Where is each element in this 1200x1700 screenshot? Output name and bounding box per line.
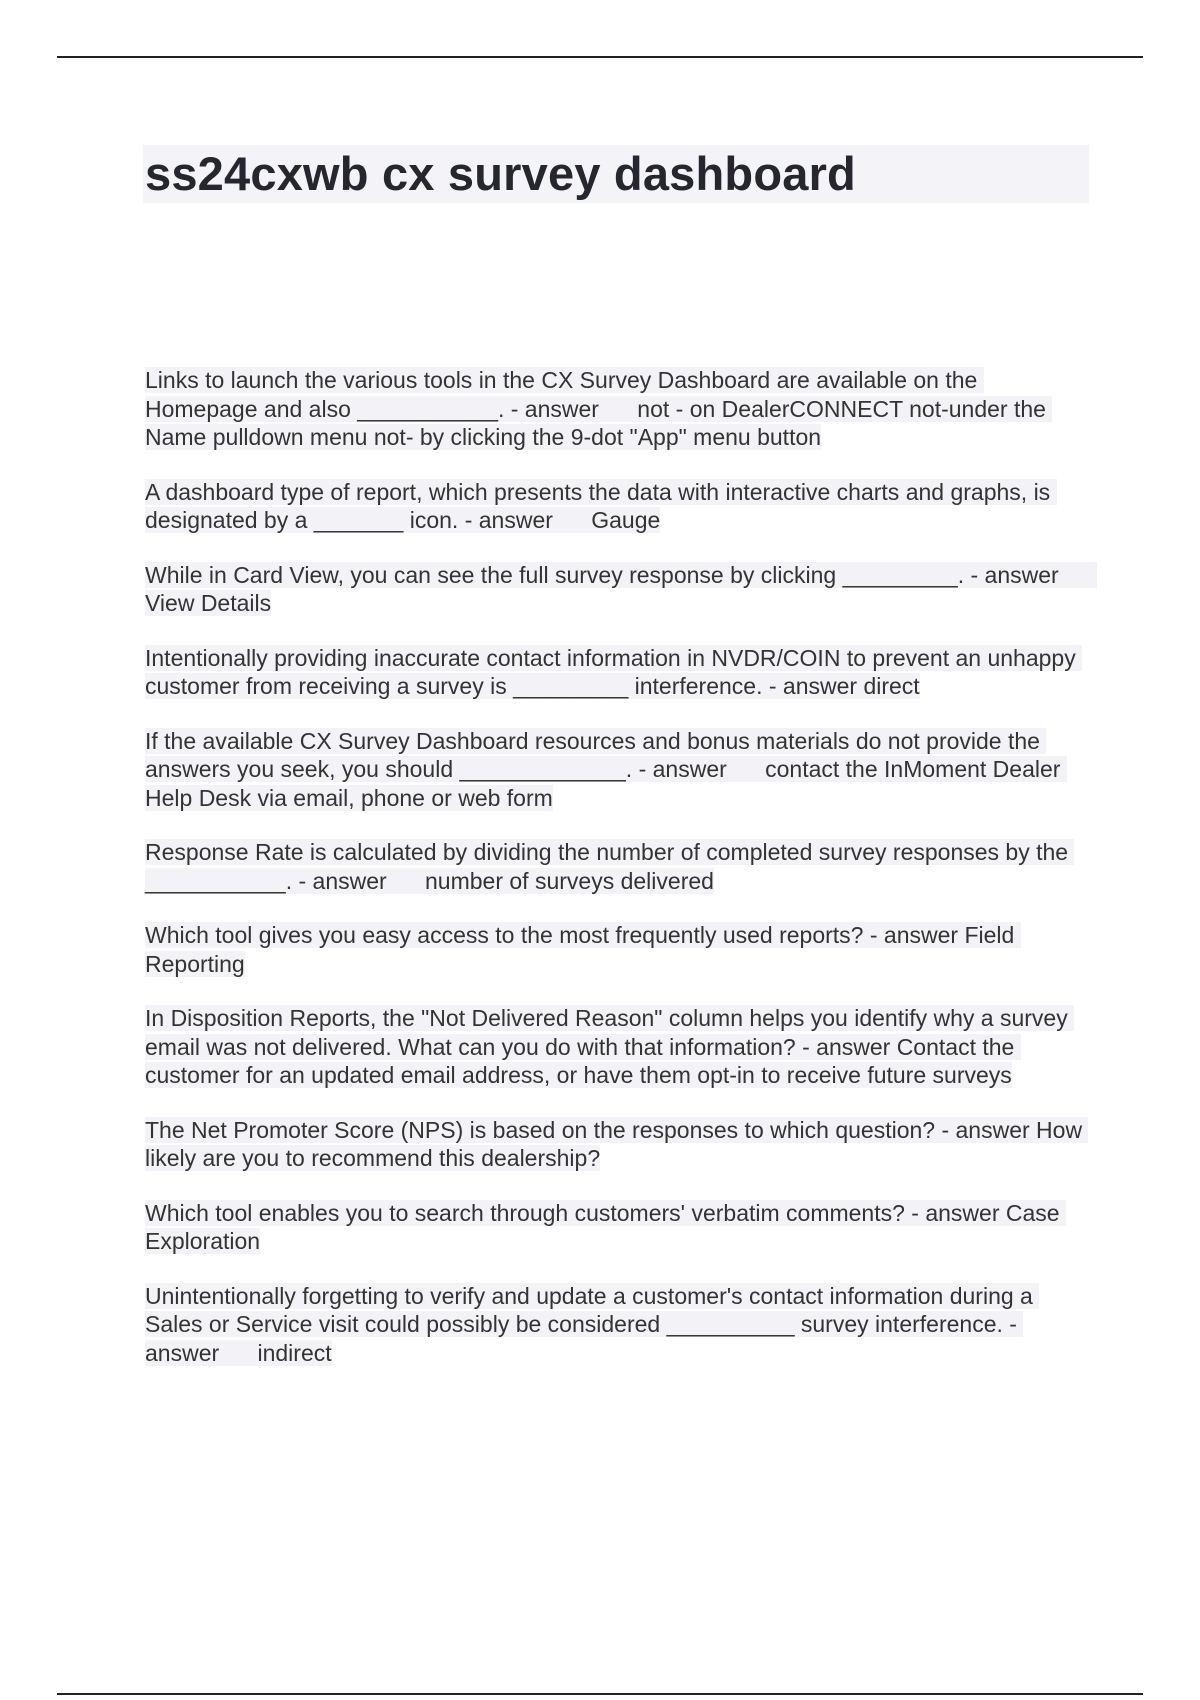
qa-item [145, 561, 1098, 618]
qa-item [145, 1004, 1095, 1090]
qa-text: The Net Promoter Score (NPS) is based on the responses to which question? - answer How likely are you to recommend this dealership? [145, 1116, 1089, 1171]
page-title: ss24cxwb cx survey dashboard [145, 147, 856, 200]
qa-item [145, 1199, 1095, 1256]
qa-text: If the available CX Survey Dashboard resources and bonus materials do not provide the answers you seek, you should _____________. - answer contact the InMoment Dealer Help Desk via email, phone or web form [145, 727, 1067, 811]
qa-text: While in Card View, you can see the full survey response by clicking _________. - answer View Details [145, 561, 1098, 616]
qa-text: Intentionally providing inaccurate contact information in NVDR/COIN to prevent an unhappy customer from receiving a survey is _________ interference. - answer direct [145, 644, 1083, 699]
qa-text: In Disposition Reports, the "Not Delivered Reason" column helps you identify why a survey email was not delivered. What can you do with that information? - answer Contact the customer for an updated email address, or have them opt-in to receive future surveys [145, 1005, 1075, 1088]
qa-item [145, 838, 1095, 895]
bottom-divider [57, 1693, 1143, 1695]
top-divider [57, 56, 1143, 58]
qa-item [145, 478, 1095, 535]
qa-text: A dashboard type of report, which presents the data with interactive charts and graphs, is designated by a _______ icon. - answer Gauge [145, 478, 1057, 533]
qa-text: Which tool enables you to search through customers' verbatim comments? - answer Case Exploration [145, 1199, 1066, 1254]
qa-item [145, 366, 1095, 452]
qa-text: Unintentionally forgetting to verify and update a customer's contact information during a Sales or Service visit could possibly be considered __________ survey interference. - answer indirect [145, 1282, 1040, 1366]
qa-item [145, 921, 1095, 978]
qa-item [145, 644, 1095, 701]
qa-text: Which tool gives you easy access to the most frequently used reports? - answer Field Reporting [145, 922, 1021, 977]
qa-text: Links to launch the various tools in the CX Survey Dashboard are available on the Homepage and also ___________. - answer not - on DealerCONNECT not-under the Name pulldown menu not- by clicking the 9-dot "App" menu button [145, 367, 1053, 450]
qa-item [145, 727, 1095, 813]
qa-item [145, 1116, 1095, 1173]
qa-text: Response Rate is calculated by dividing the number of completed survey responses by the ___________. - answer number of surveys delivered [145, 839, 1075, 894]
qa-list [145, 366, 1098, 1393]
qa-item [145, 1282, 1095, 1368]
